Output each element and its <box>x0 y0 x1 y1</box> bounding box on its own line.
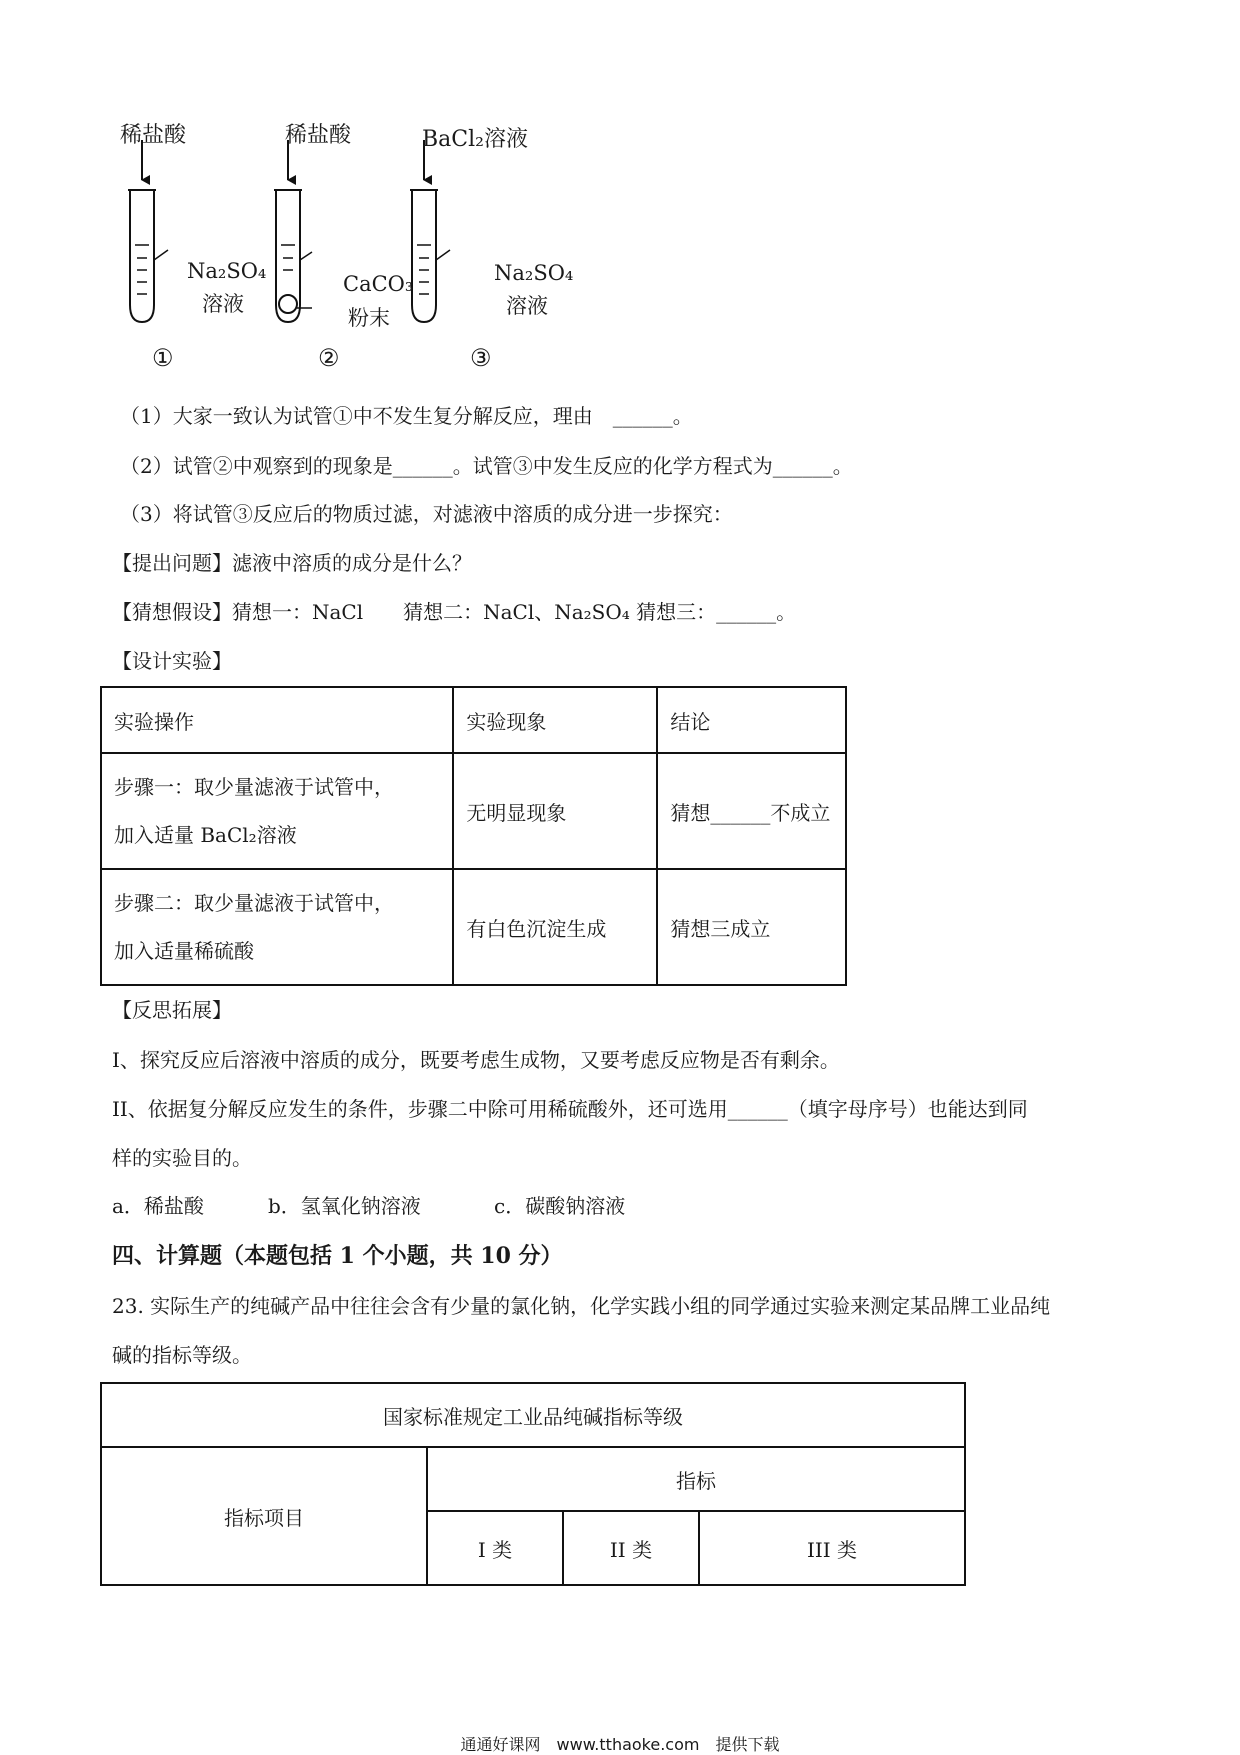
problem-heading: 【提出问题】滤液中溶质的成分是什么？ <box>112 551 472 575</box>
indicator-header: 指标 <box>427 1447 965 1511</box>
question-3: （3）将试管③反应后的物质过滤，对滤液中溶质的成分进一步探究： <box>120 502 733 526</box>
table-row <box>101 753 846 869</box>
tube-3-content-state: 溶液 <box>506 294 548 318</box>
tube-1-content-formula: Na₂SO₄ <box>187 259 267 283</box>
step2-operation-line1: 步骤二：取少量滤液于试管中， <box>114 891 394 915</box>
class-3-header: III 类 <box>699 1511 965 1585</box>
test-tube-1 <box>128 140 168 322</box>
reflection-point-2-line1: II、依据复分解反应发生的条件，步骤二中除可用稀硫酸外，还可选用______（填字母序号）也能达到同 <box>112 1097 1028 1121</box>
design-heading: 【设计实验】 <box>112 649 232 673</box>
step2-conclusion: 猜想三成立 <box>657 869 846 985</box>
tube-3-reagent: BaCl₂溶液 <box>422 127 528 152</box>
tube-2-number: ② <box>318 344 340 372</box>
option-b: b．氢氧化钠溶液 <box>268 1194 421 1218</box>
table-row <box>101 1383 965 1447</box>
tube-3-content-formula: Na₂SO₄ <box>494 261 574 285</box>
reflection-point-2-line2: 样的实验目的。 <box>112 1146 252 1170</box>
option-c: c．碳酸钠溶液 <box>494 1194 626 1218</box>
reflection-point-1: I、探究反应后溶液中溶质的成分，既要考虑生成物，又要考虑反应物是否有剩余。 <box>112 1048 840 1072</box>
class-2-header: II 类 <box>563 1511 699 1585</box>
table-row <box>101 869 846 985</box>
hypothesis-line: 【猜想假设】猜想一：NaCl 猜想二：NaCl、Na₂SO₄ 猜想三：______。 <box>112 600 797 624</box>
step2-phenomenon: 有白色沉淀生成 <box>453 869 657 985</box>
page-footer: 通通好课网 www.tthaoke.com 提供下载 <box>460 1735 780 1754</box>
step2-operation-line2: 加入适量稀硫酸 <box>114 939 254 963</box>
header-operation: 实验操作 <box>101 687 453 753</box>
tube-2-content-state: 粉末 <box>348 306 390 330</box>
test-tube-2 <box>274 140 312 322</box>
class-1-header: I 类 <box>427 1511 563 1585</box>
experiment-table <box>100 686 847 986</box>
table-row <box>101 1447 965 1511</box>
indicator-item-header: 指标项目 <box>101 1447 427 1585</box>
standard-table-title: 国家标准规定工业品纯碱指标等级 <box>101 1383 965 1447</box>
question-23-line1: 23. 实际生产的纯碱产品中往往会含有少量的氯化钠，化学实践小组的同学通过实验来测定某品牌工业品纯 <box>112 1294 1051 1318</box>
tube-1-content-state: 溶液 <box>202 292 244 316</box>
step1-conclusion: 猜想______不成立 <box>657 753 846 869</box>
header-phenomenon: 实验现象 <box>453 687 657 753</box>
tube-2-content-formula: CaCO₃ <box>343 272 414 296</box>
header-conclusion: 结论 <box>657 687 846 753</box>
question-23-line2: 碱的指标等级。 <box>112 1343 252 1367</box>
experiment-table-header-row <box>101 687 846 753</box>
step1-phenomenon: 无明显现象 <box>453 753 657 869</box>
tube-2-reagent: 稀盐酸 <box>285 123 352 148</box>
tube-1-reagent: 稀盐酸 <box>120 123 187 148</box>
step1-operation-line2: 加入适量 BaCl₂溶液 <box>114 823 297 847</box>
section-4-title: 四、计算题（本题包括 1 个小题，共 10 分） <box>112 1243 563 1269</box>
test-tube-3 <box>410 140 450 322</box>
tube-3-number: ③ <box>470 344 492 372</box>
option-a: a．稀盐酸 <box>112 1194 204 1218</box>
step1-operation <box>101 753 453 869</box>
step1-operation-line1: 步骤一：取少量滤液于试管中， <box>114 775 394 799</box>
tube-1-number: ① <box>152 344 174 372</box>
question-2: （2）试管②中观察到的现象是______。试管③中发生反应的化学方程式为______。 <box>120 454 853 478</box>
question-1: （1）大家一致认为试管①中不发生复分解反应，理由 ______。 <box>120 404 693 428</box>
standard-grade-table <box>100 1382 966 1586</box>
step2-operation <box>101 869 453 985</box>
reflection-heading: 【反思拓展】 <box>112 998 232 1022</box>
